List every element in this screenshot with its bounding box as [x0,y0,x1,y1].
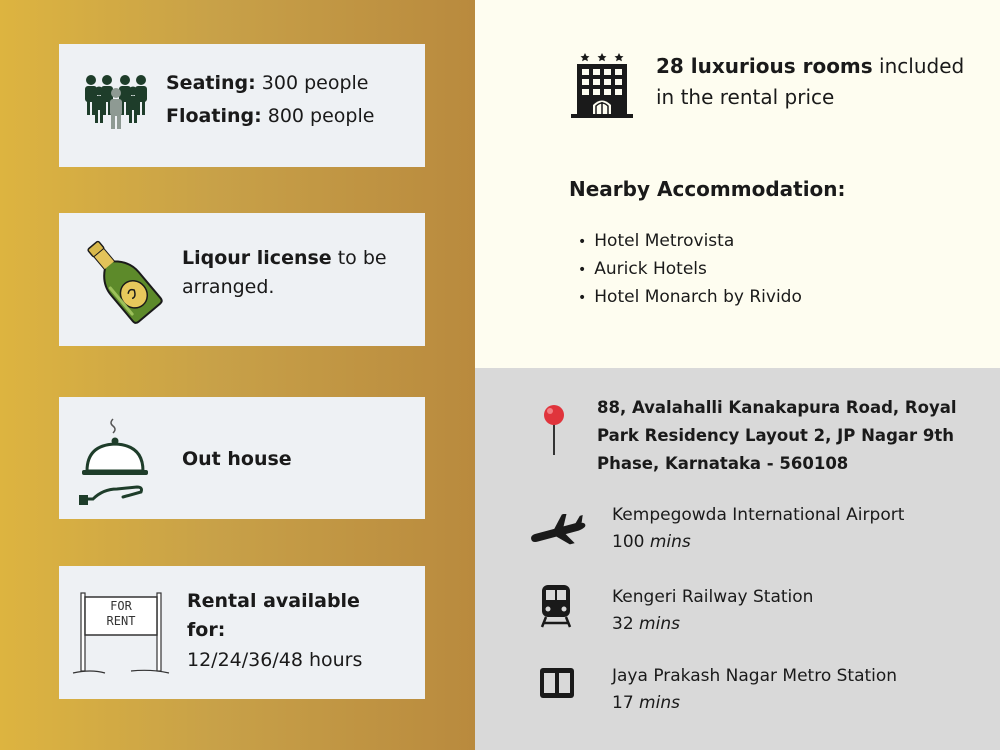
train-icon [538,583,574,629]
liquor-rest: to be arranged. [182,247,387,299]
transit-unit: mins [649,532,691,552]
outhouse-card [59,397,425,519]
for-rent-sign-icon [71,591,171,679]
sign-line-2: RENT [106,614,136,628]
nearby-list [578,228,802,312]
seating-label: Seating: [166,72,256,94]
liquor-text [182,244,412,303]
transit-time: 17 [612,693,634,713]
capacity-card [59,44,425,167]
nearby-item: • Hotel Monarch by Rivido [578,284,802,312]
map-pin-icon [541,403,567,457]
nearby-item: • Aurick Hotels [578,256,802,284]
transit-railway [612,584,813,638]
outhouse-text [182,445,292,474]
people-group-icon [83,74,149,130]
serving-cloche-icon [79,415,151,507]
nearby-title: Nearby Accommodation: [569,177,846,201]
floating-value: 800 people [267,105,375,128]
transit-name: Kengeri Railway Station [612,587,814,607]
rooms-text [656,51,964,113]
transit-unit: mins [639,614,680,634]
seating-value: 300 people [261,72,369,94]
transit-time: 100 [612,532,645,552]
transit-name: Jaya Prakash Nagar Metro Station [612,666,898,686]
champagne-bottle-icon [77,233,165,325]
transit-metro [612,663,897,717]
rooms-rest-1: included [879,54,965,78]
transit-airport [612,502,904,556]
rooms-rest-2: in the rental price [656,85,835,109]
liquor-card [59,213,425,346]
rental-text [187,587,392,675]
outhouse-label: Out house [182,448,292,470]
floating-label: Floating: [166,105,262,128]
rooms-bold: 28 luxurious rooms [656,54,873,78]
transit-name: Kempegowda International Airport [612,505,905,525]
rental-value: 12/24/36/48 hours [187,648,363,671]
sign-line-1: FOR [110,599,132,613]
transit-unit: mins [639,693,680,713]
hotel-building-icon [571,51,633,119]
metro-icon [538,666,576,700]
transit-time: 32 [612,614,634,634]
nearby-item: • Hotel Metrovista [578,228,802,256]
capacity-text [166,69,374,132]
liquor-label: Liqour license [182,247,332,269]
rental-label: Rental available for: [187,590,360,642]
airplane-icon [528,514,588,548]
rental-card [59,566,425,699]
address-text: 88, Avalahalli Kanakapura Road, Royal Park Residency Layout 2, JP Nagar 9th Phase, Karnataka - 560108 [597,398,957,473]
